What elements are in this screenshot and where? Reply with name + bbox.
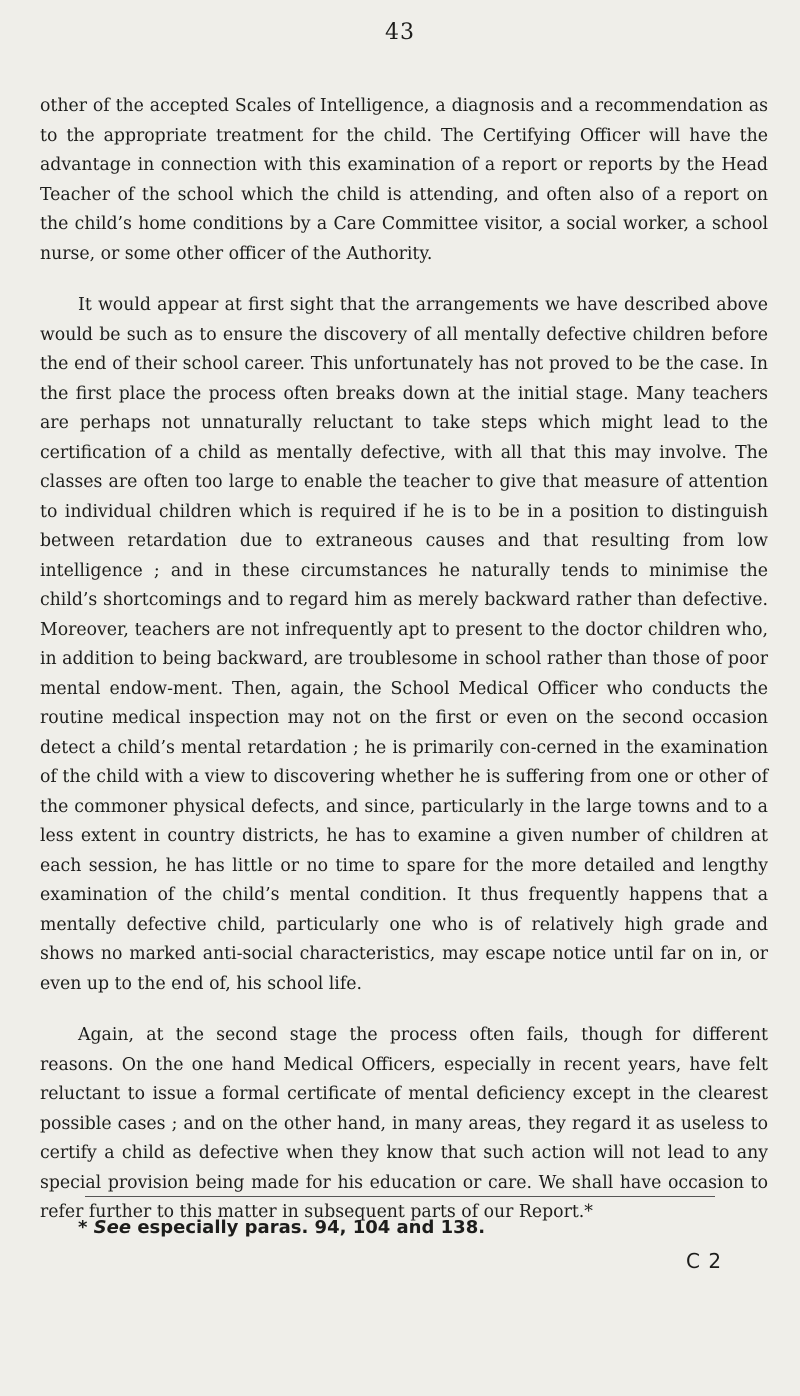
footnote-rule	[85, 1196, 715, 1197]
signature-mark: C 2	[686, 1249, 723, 1273]
paragraph-3: Again, at the second stage the process often fails, though for different reasons. On the one hand Medical Officers, especially in recent years, have felt reluctant to issue a formal certificate of mental deficiency except in the clearest possible cases ; and on the other hand, in many areas, they regard it as useless to certify a child as defective when they know that such action will not lead to any special provision being made for his education or care. We shall have occasion to refer further to this matter in subsequent parts of our Report.*	[40, 1025, 768, 1222]
footnote	[78, 1217, 485, 1238]
paragraph-1: other of the accepted Scales of Intelligence, a diagnosis and a recommendation as to the appropriate treatment for the child. The Certifying Officer will have the advantage in connection with this examination of a report or reports by the Head Teacher of the school which the child is attending, and often also of a report on the child’s home conditions by a Care Committee visitor, a social worker, a school nurse, or some other officer of the Authority.	[40, 96, 768, 264]
body-text	[40, 92, 768, 1250]
paragraph-2: It would appear at first sight that the arrangements we have described above would be such as to ensure the discovery of all mentally defective children before the end of their school career. This unfortunately has not proved to be the case. In the first place the process often breaks down at the initial stage. Many teachers are perhaps not unnaturally reluctant to take steps which might lead to the certification of a child as mentally defective, with all that this may involve. The classes are often too large to enable the teacher to give that measure of attention to individual children which is required if he is to be in a position to distinguish between retardation due to extraneous causes and that resulting from low intelligence ; and in these circumstances he naturally tends to minimise the child’s shortcomings and to regard him as merely backward rather than defective. Moreover, teachers are not infrequently apt to present to the doctor children who, in addition to being backward, are troublesome in school rather than those of poor mental endow-ment. Then, again, the School Medical Officer who conducts the routine medical inspection may not on the first or even on the second occasion detect a child’s mental retardation ; he is primarily con-cerned in the examination of the child with a view to discovering whether he is suffering from one or other of the commoner physical defects, and since, particularly in the large towns and to a less extent in country districts, he has to examine a given number of children at each session, he has little or no time to spare for the more detailed and lengthy examination of the child’s mental condition. It thus frequently happens that a mentally defective child, particularly one who is of relatively high grade and shows no marked anti-social characteristics, may escape notice until far on in, or even up to the end of, his school life.	[40, 295, 768, 994]
footnote-text: especially paras. 94, 104 and 138.	[131, 1217, 486, 1238]
footnote-marker: * See	[78, 1217, 132, 1238]
page-number: 43	[385, 20, 415, 45]
